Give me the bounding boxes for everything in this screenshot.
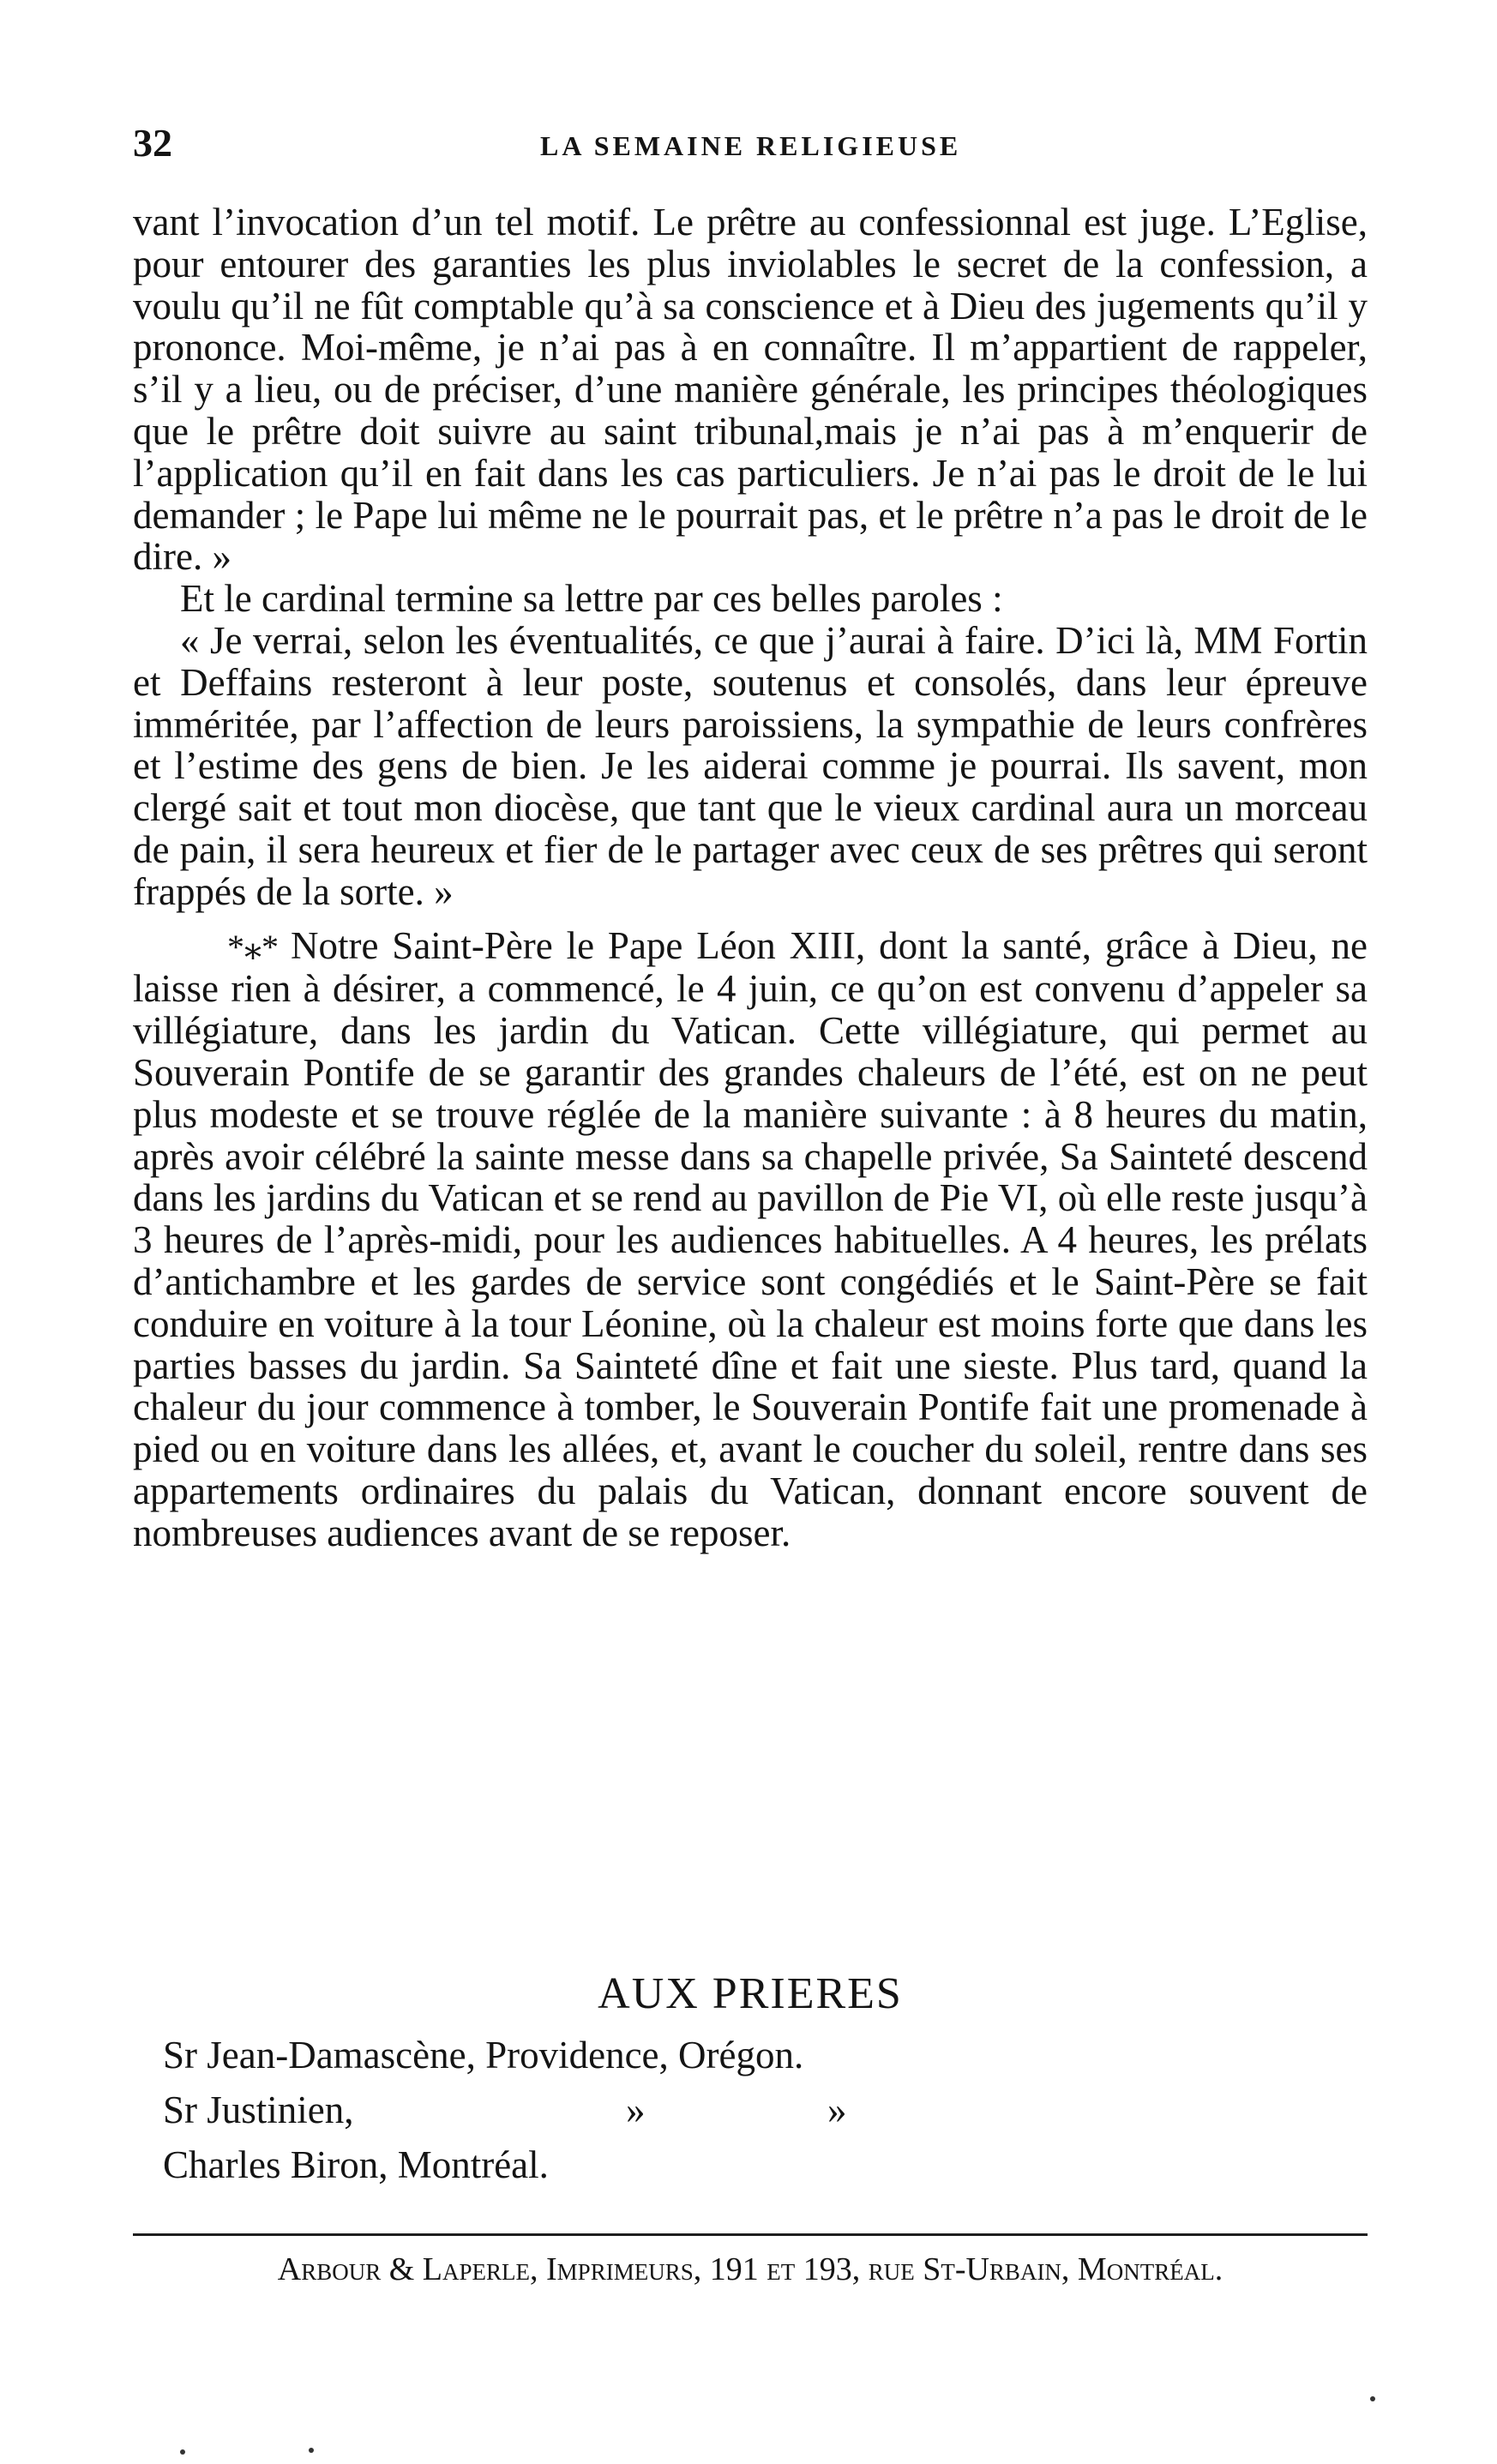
body-text <box>133 201 1368 1554</box>
paragraph-cardinal-intro: Et le cardinal termine sa lettre par ces belles paroles : <box>180 577 1003 621</box>
prayer-entry-ditto-state: » <box>827 2088 847 2131</box>
prayer-entry-text: Sr Jean-Damascène, Providence, Orégon. <box>163 2034 804 2076</box>
printer-imprint: Arbour & Laperle, Imprimeurs, 191 et 193, rue St-Urbain, Montréal. <box>277 2251 1223 2287</box>
prayer-entry <box>163 2137 847 2192</box>
prayer-entry <box>163 2082 847 2137</box>
paragraph-pope-villegiature <box>133 925 1368 1554</box>
prayer-entry-text: Charles Biron, Montréal. <box>163 2143 549 2186</box>
prayer-entry <box>163 2028 847 2082</box>
print-speck <box>309 2448 314 2453</box>
page-header <box>133 120 1368 171</box>
paragraph-pope-text: Notre Saint-Père le Pape Léon XIII, dont la santé, grâce à Dieu, ne laisse rien à désirer, a commencé, le 4 juin, ce qu’on est convenu d’appeler sa villégiature, dans les jardin du Vatican. Cette villégiature, qui permet au Souverain Pontife de se garantir des grandes chaleurs de l’été, est on ne peut plus modeste et se trouve réglée de la manière suivante : à 8 heures du matin, après avoir célébré la sainte messe dans sa chapelle privée, Sa Sainteté descend dans les jardins du Vatican et se rend au pavillon de Pie VI, où elle reste jusqu’à 3 heures de l’après-midi, pour les audiences habituelles. A 4 heures, les prélats d’antichambre et les gardes de service sont congédiés et le Saint-Père se fait conduire en voiture à la tour Léonine, où la chaleur est moins forte que dans les parties basses du jardin. Sa Sainteté dîne et fait une sieste. Plus tard, quand la chaleur du jour commence à tomber, le Souverain Pontife fait une promenade à pied ou en voiture dans les allées, et, avant le coucher du soleil, rentre dans ses appartements ordinaires du palais du Vatican, donnant encore souvent de nombreuses audiences avant de se reposer. <box>133 923 1368 1554</box>
prayer-entry-name: Sr Justinien, <box>163 2088 354 2131</box>
section-title-prayers: AUX PRIERES <box>598 1969 903 2018</box>
paragraph-cardinal-letter: « Je verrai, selon les éventualités, ce que j’aurai à faire. D’ici là, MM Fortin et Deffains resteront à leur poste, soutenus et consolés, dans leur épreuve imméritée, par l’affection de leurs paroissiens, la sympathie de leurs confrères et l’estime des gens de bien. Je les aiderai comme je pourrai. Ils savent, mon clergé sait et tout mon diocèse, que tant que le vieux cardinal aura un morceau de pain, il sera heureux et fier de le partager avec ceux de ses prêtres qui seront frappés de la sorte. » <box>133 618 1368 913</box>
print-speck <box>180 2449 185 2455</box>
prayer-list <box>163 2028 847 2192</box>
prayer-entry-ditto-city: » <box>626 2088 646 2131</box>
asterism-mark: *⁎* <box>227 927 279 966</box>
running-head: LA SEMAINE RELIGIEUSE <box>540 130 962 161</box>
footer-divider <box>133 2233 1368 2236</box>
paragraph-letter-quote: vant l’invocation d’un tel motif. Le prêtre au confessionnal est juge. L’Eglise, pour entourer des garanties les plus inviolables le secret de la confession, a voulu qu’il ne fût comptable qu’à sa conscience et à Dieu des jugements qu’il y prononce. Moi-même, je n’ai pas à en connaître. Il m’appartient de rappeler, s’il y a lieu, ou de préciser, d’une manière générale, les principes théologiques que le prêtre doit suivre au saint tribunal,mais je n’ai pas à m’enquerir de l’application qu’il en fait dans les cas particuliers. Je n’ai pas le droit de le lui demander ; le Pape lui même ne le pourrait pas, et le prêtre n’a pas le droit de le dire. » <box>133 201 1368 579</box>
print-speck <box>1370 2396 1375 2401</box>
page-number: 32 <box>133 121 172 165</box>
